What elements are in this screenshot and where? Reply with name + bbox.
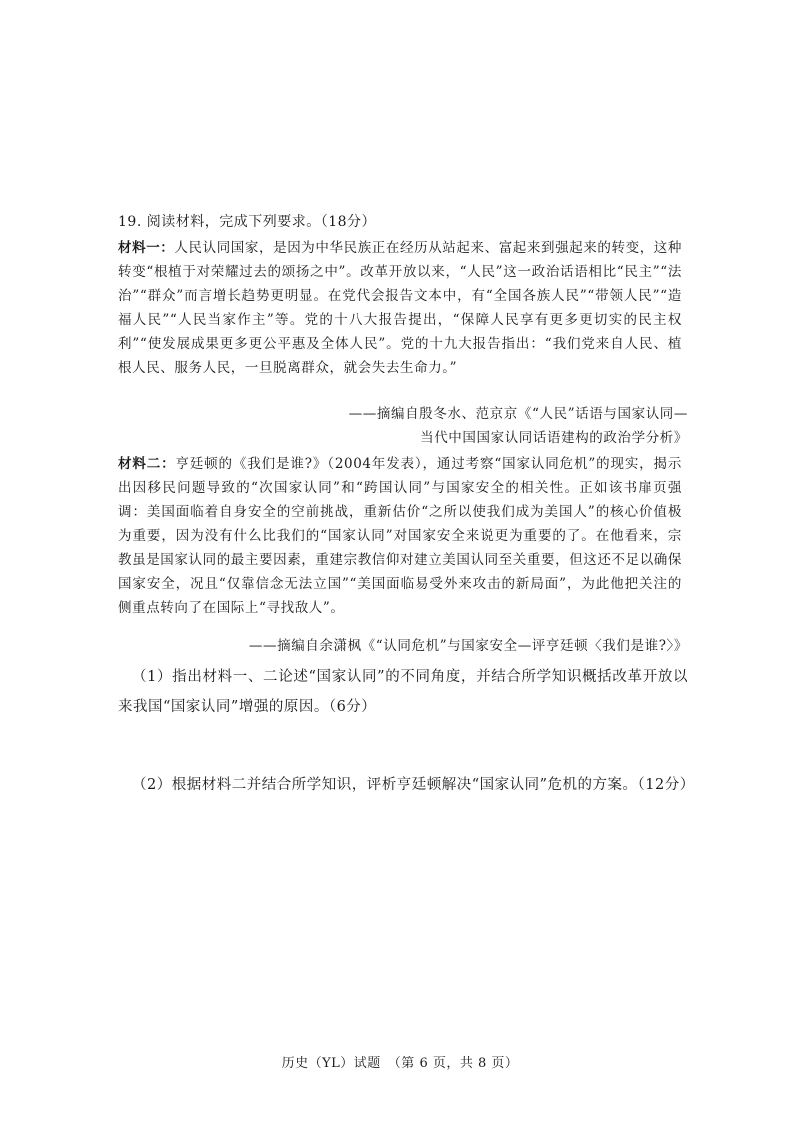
sub-question-1: （1）指出材料一、二论述“国家认同”的不同角度，并结合所学知识概括改革开放以来我国“国家认同”增强的原因。（6分） [118,669,688,715]
material-one-label: 材料一： [118,240,175,256]
material-two [118,452,682,620]
material-one [118,236,682,380]
sub-question-2: （2）根据材料二并结合所学知识，评析亨廷顿解决“国家认同”危机的方案。（12分） [132,777,695,793]
material-one-text: 人民认同国家，是因为中华民族正在经历从站起来、富起来到强起来的转变，这种转变“根植于对荣耀过去的颂扬之中”。改革开放以来，“人民”这一政治话语相比“民主”“法治”“群众”而言增长趋势更明显。在党代会报告文本中，有“全国各族人民”“带领人民”“造福人民”“人民当家作主”等。党的十八大报告提出，“保障人民享有更多更切实的民主权利”“使发展成果更多更公平惠及全体人民”。党的十九大报告指出：“我们党来自人民、植根人民、服务人民，一旦脱离群众，就会失去生命力。” [118,240,683,376]
page-footer: 历史（YL）试题 （第 6 页，共 8 页） [281,1056,519,1071]
material-two-text: 亨廷顿的《我们是谁?》（2004年发表），通过考察“国家认同危机”的现实，揭示出因移民问题导致的“次国家认同”和“跨国认同”与国家安全的相关性。正如该书扉页强调：美国面临着自身安全的空前挑战，重新估价“之所以使我们成为美国人”的核心价值极为重要，因为没有什么比我们的“国家认同”对国家安全来说更为重要的了。在他看来，宗教虽是国家认同的最主要因素，重建宗教信仰对建立美国认同至关重要，但这还不足以确保国家安全，况且“仅靠信念无法立国”“美国面临易受外来攻击的新局面”，为此他把关注的侧重点转向了在国际上“寻找敌人”。 [118,456,683,616]
material-two-source: ——摘编自余潇枫《“认同危机”与国家安全—评亨廷顿〈我们是谁?〉》 [248,638,688,654]
material-one-source-line1: ——摘编自殷冬水、范京京《“人民”话语与国家认同— [348,406,688,422]
question-title: 19. 阅读材料，完成下列要求。（18分） [118,214,377,230]
material-two-label: 材料二： [118,456,176,472]
material-one-source-line2: 当代中国国家认同话语建构的政治学分析》 [420,430,688,446]
